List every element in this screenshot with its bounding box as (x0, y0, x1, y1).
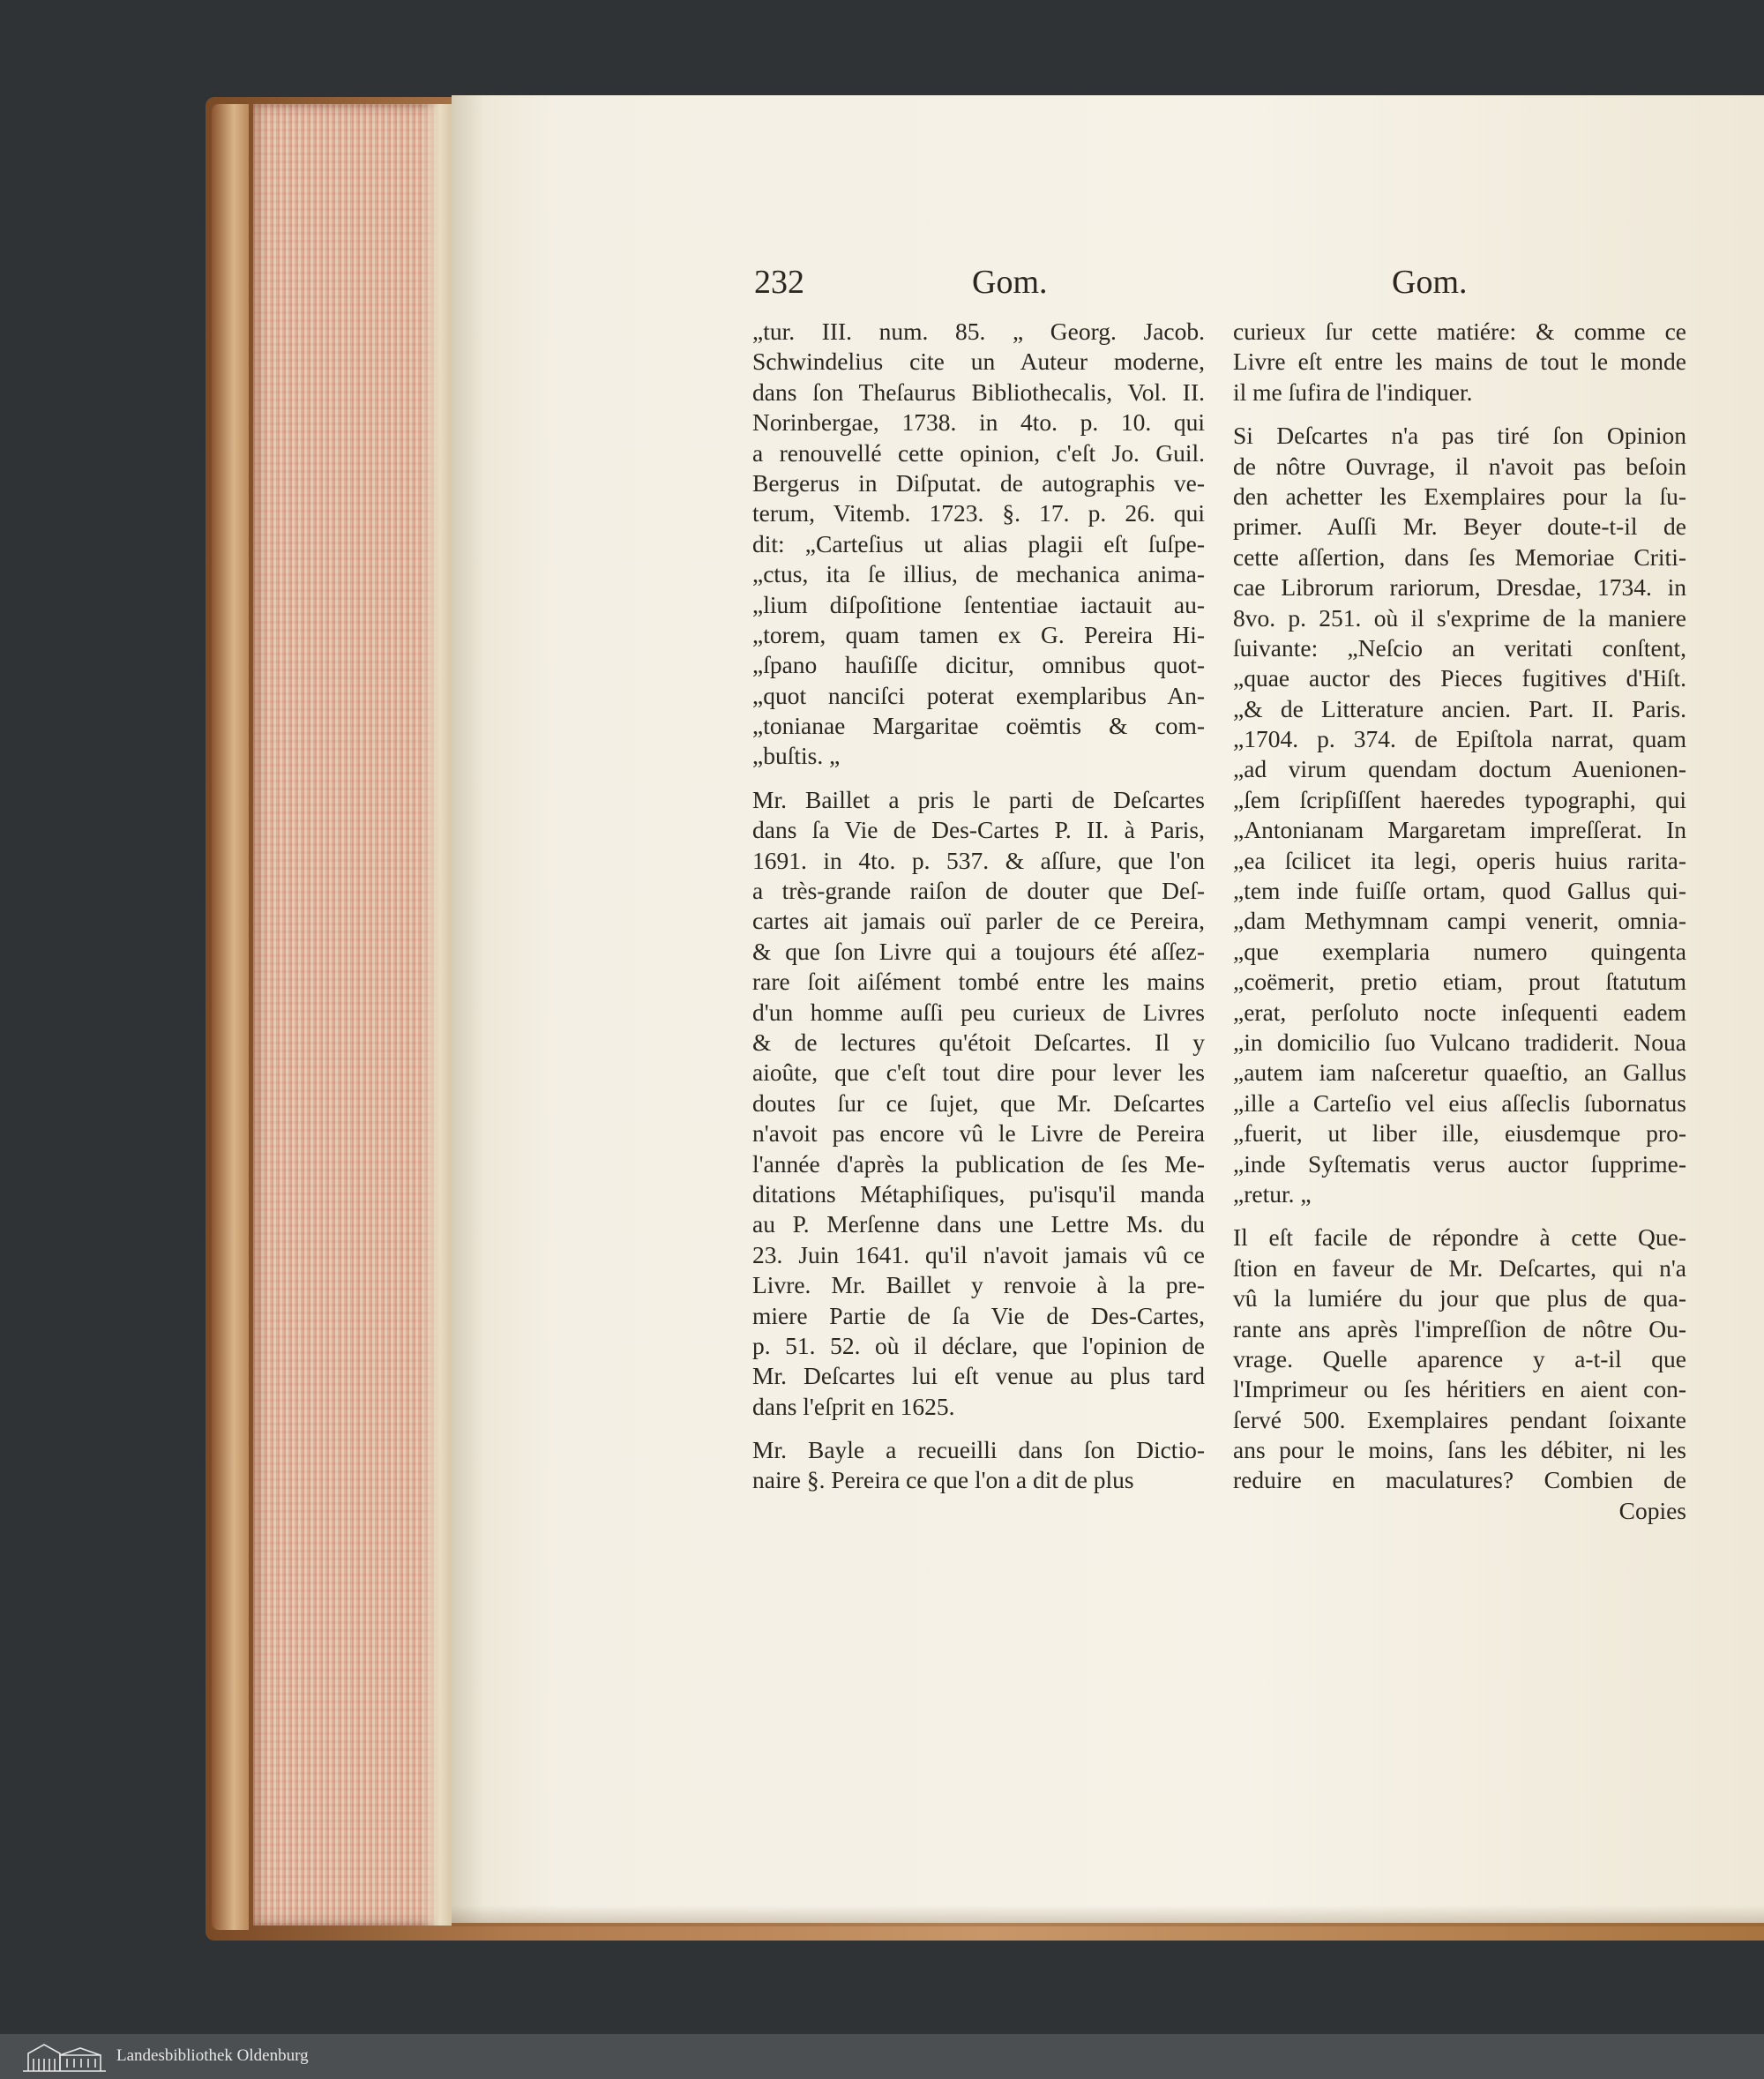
right-column-text-line: „que exemplaria numero quingenta (1233, 937, 1686, 965)
right-column-text-line: „tem inde fuiſſe ortam, quod Gallus qui- (1233, 877, 1686, 905)
left-column-text-line: doutes ſur ce ſujet, que Mr. Deſcartes (752, 1088, 1205, 1117)
left-column-text-line: a très-grande raiſon de douter que Deſ- (752, 877, 1205, 905)
footer-bar (0, 2034, 1764, 2079)
right-column-text-line: „coëmerit, pretio etiam, prout ſtatutum (1233, 968, 1686, 996)
right-column-text-line: „ille a Carteſio vel eius aſſeclis ſubornatus (1233, 1088, 1686, 1117)
right-column-text-line: „Antonianam Margaretam impreſſerat. In (1233, 816, 1686, 844)
left-text-column (752, 317, 1205, 1496)
right-column-text-line: rante ans après l'impreſſion de nôtre Ou- (1233, 1314, 1686, 1342)
left-column-text-line: Bergerus in Diſputat. de autographis ve- (752, 468, 1205, 497)
page-number: 232 (754, 264, 804, 301)
left-column-text-line: 23. Juin 1641. qu'il n'avoit jamais vû ce (752, 1240, 1205, 1268)
left-column-text-line: & que ſon Livre qui a toujours été aſſez- (752, 937, 1205, 965)
left-column-text-line: p. 51. 52. où il déclare, que l'opinion de (752, 1331, 1205, 1359)
paragraph-gap (1233, 408, 1686, 421)
right-column-text-line: vû la lumiére du jour que plus de qua- (1233, 1284, 1686, 1312)
left-column-text-line: „ctus, ita ſe illius, de mechanica anima- (752, 560, 1205, 588)
right-column-text-line: Il eſt facile de répondre à cette Que- (1233, 1223, 1686, 1252)
cover-edge (212, 104, 249, 1930)
right-column-text-line: vrage. Quelle aparence y a-t-il que (1233, 1344, 1686, 1372)
left-column-text-line: miere Partie de ſa Vie de Des-Cartes, (752, 1301, 1205, 1329)
library-name: Landesbibliothek Oldenburg (116, 2046, 309, 2065)
left-column-text-line: 1691. in 4to. p. 537. & aſſure, que l'on (752, 846, 1205, 874)
left-column-text-line: ditations Métaphiſiques, pu'isqu'il manda (752, 1179, 1205, 1208)
left-column-text-line: Mr. Baillet a pris le parti de Deſcartes (752, 785, 1205, 813)
right-column-text-line: „in domicilio ſuo Vulcano tradiderit. Noua (1233, 1028, 1686, 1056)
right-column-text-line: „erat, perſoluto nocte inſequenti eadem (1233, 998, 1686, 1026)
left-column-text-line: „torem, quam tamen ex G. Pereira Hi- (752, 620, 1205, 648)
right-column-text-line: l'Imprimeur ou ſes héritiers en aient con- (1233, 1375, 1686, 1403)
right-column-text-line: den achetter les Exemplaires pour la ſu- (1233, 482, 1686, 510)
left-column-text-line: Norinbergae, 1738. in 4to. p. 10. qui (752, 408, 1205, 437)
right-column-text-line: primer. Auſſi Mr. Beyer doute-t-il de (1233, 512, 1686, 541)
right-column-text-line: „ſem ſcripſiſſent haeredes typographi, qui (1233, 785, 1686, 813)
left-column-text-line: naire §. Pereira ce que l'on a dit de plus (752, 1466, 1134, 1494)
library-building-icon (21, 2041, 108, 2073)
left-column-text-line: dans ſon Theſaurus Bibliothecalis, Vol. II. (752, 378, 1205, 406)
right-column-text-line: curieux ſur cette matiére: & comme ce (1233, 318, 1686, 345)
left-column-text-line: cartes ait jamais ouï parler de ce Pereira, (752, 907, 1205, 935)
left-column-text-line: Mr. Bayle a recueilli dans ſon Dictio- (752, 1436, 1205, 1464)
right-column-text-line: „inde Syſtematis verus auctor ſupprime- (1233, 1149, 1686, 1178)
right-column-text-line: cette aſſertion, dans ſes Memoriae Criti- (1233, 542, 1686, 571)
left-column-text-line: rare ſoit aiſément tombé entre les mains (752, 968, 1205, 996)
left-column-text-line: Schwindelius cite un Auteur moderne, (752, 348, 1205, 376)
left-column-text-line: Livre. Mr. Baillet y renvoie à la pre- (752, 1271, 1205, 1299)
right-column-text-line: „dam Methymnam campi venerit, omnia- (1233, 907, 1686, 935)
right-column-text-line: ſtion en faveur de Mr. Deſcartes, qui n'a (1233, 1253, 1686, 1282)
page-bottom-shadow (452, 1905, 1764, 1926)
right-column-text-line: „fuerit, ut liber ille, eiusdemque pro- (1233, 1119, 1686, 1148)
right-column-text-line: cae Librorum rariorum, Dresdae, 1734. in (1233, 573, 1686, 602)
right-column-text-line: „ad virum quendam doctum Auenionen- (1233, 755, 1686, 783)
right-column-text-line: „1704. p. 374. de Epiſtola narrat, quam (1233, 725, 1686, 753)
running-head-right: Gom. (1392, 264, 1468, 301)
paragraph-gap (752, 1422, 1205, 1435)
page-edge-highlight (422, 104, 452, 1926)
left-column-text-line: „buſtis. „ (752, 742, 841, 770)
right-column-text-line: ſervé 500. Exemplaires pendant ſoixante (1233, 1405, 1686, 1433)
right-column-text-line: „ea ſcilicet ita legi, operis huius rarita- (1233, 846, 1686, 874)
left-column-text-line: terum, Vitemb. 1723. §. 17. p. 26. qui (752, 499, 1205, 527)
right-column-text-line: „& de Litterature ancien. Part. II. Paris. (1233, 694, 1686, 722)
right-column-text-line: „autem iam naſceretur quaeſtio, an Gallus (1233, 1058, 1686, 1087)
right-column-text-line: „retur. „ (1233, 1179, 1312, 1208)
left-column-text-line: dans ſa Vie de Des-Cartes P. II. à Paris, (752, 816, 1205, 844)
left-column-text-line: dit: „Carteſius ut alias plagii eſt ſuſpe- (752, 529, 1205, 557)
left-column-text-line: a renouvellé cette opinion, c'eſt Jo. Guil. (752, 438, 1205, 467)
left-column-text-line: „tur. III. num. 85. „ Georg. Jacob. (752, 318, 1205, 345)
left-column-text-line: dans l'eſprit en 1625. (752, 1392, 955, 1420)
paragraph-gap (752, 772, 1205, 785)
right-column-text-line: reduire en maculatures? Combien de (1233, 1466, 1686, 1494)
right-column-text-line: ans pour le moins, ſans les débiter, ni les (1233, 1436, 1686, 1464)
left-column-text-line: „tonianae Margaritae coëmtis & com- (752, 712, 1205, 740)
right-column-text-line: 8vo. p. 251. où il s'exprime de la maniere (1233, 603, 1686, 632)
paragraph-gap (1233, 1209, 1686, 1223)
right-text-column (1233, 317, 1686, 1526)
right-column-text-line: „quae auctor des Pieces fugitives d'Hiſt. (1233, 664, 1686, 692)
left-column-text-line: Mr. Deſcartes lui eſt venue au plus tard (752, 1362, 1205, 1390)
left-column-text-line: aioûte, que c'eſt tout dire pour lever les (752, 1058, 1205, 1087)
left-column-text-line: au P. Merſenne dans une Lettre Ms. du (752, 1210, 1205, 1238)
left-column-text-line: n'avoit pas encore vû le Livre de Pereira (752, 1119, 1205, 1148)
left-column-text-line: „lium diſpoſitione ſententiae iactauit au- (752, 590, 1205, 618)
right-column-text-line: Copies (1618, 1496, 1686, 1524)
right-column-text-line: il me ſufira de l'indiquer. (1233, 378, 1473, 406)
right-column-text-line: Si Deſcartes n'a pas tiré ſon Opinion (1233, 422, 1686, 450)
left-column-text-line: „ſpano hauſiſſe dicitur, omnibus quot- (752, 651, 1205, 679)
running-head-left: Gom. (972, 264, 1048, 301)
right-column-text-line: ſuivante: „Neſcio an veritati conſtent, (1233, 633, 1686, 662)
right-column-text-line: de nôtre Ouvrage, il n'avoit pas beſoin (1233, 452, 1686, 480)
left-column-text-line: d'un homme auſſi peu curieux de Livres (752, 998, 1205, 1026)
left-column-text-line: l'année d'après la publication de ſes Me- (752, 1149, 1205, 1178)
right-column-text-line: Livre eſt entre les mains de tout le monde (1233, 348, 1686, 376)
left-column-text-line: „quot nanciſci poterat exemplaribus An- (752, 681, 1205, 709)
left-column-text-line: & de lectures qu'étoit Deſcartes. Il y (752, 1028, 1205, 1056)
